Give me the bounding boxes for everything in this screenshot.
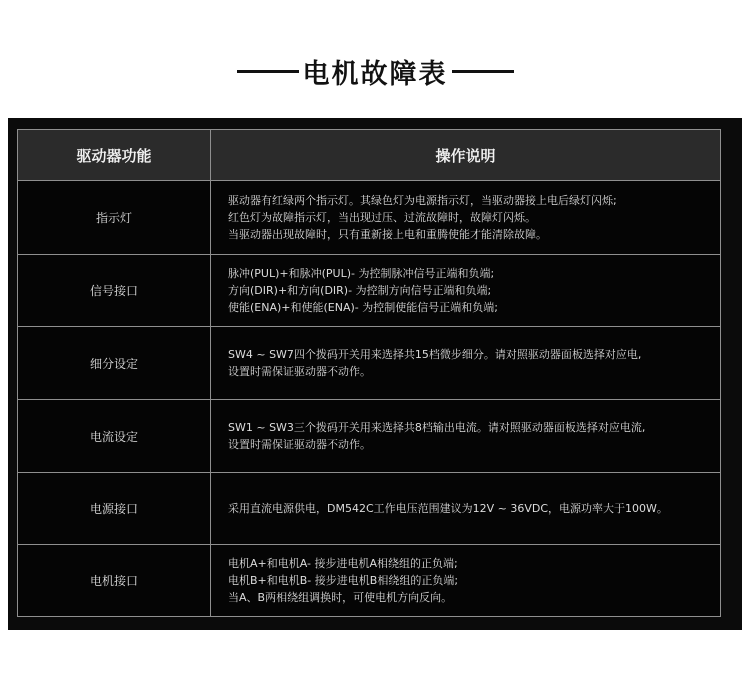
description-cell <box>211 400 721 473</box>
description-line: SW1 ~ SW3三个拨码开关用来选择共8档输出电流。请对照驱动器面板选择对应电流, <box>228 421 646 434</box>
table-row <box>18 545 721 617</box>
table-body <box>18 181 721 617</box>
title-left-rule <box>237 70 299 73</box>
function-cell: 指示灯 <box>18 181 211 255</box>
description-line: 设置时需保证驱动器不动作。 <box>228 365 371 378</box>
description-line: 使能(ENA)+和使能(ENA)- 为控制使能信号正端和负端; <box>228 301 498 314</box>
description-line: 电机A+和电机A- 接步进电机A相绕组的正负端; <box>228 557 458 570</box>
table-row <box>18 255 721 327</box>
function-cell: 电流设定 <box>18 400 211 473</box>
description-line: 当驱动器出现故障时，只有重新接上电和重腾使能才能清除故障。 <box>228 228 547 241</box>
table-row <box>18 327 721 400</box>
table-row <box>18 473 721 545</box>
description-line: 方向(DIR)+和方向(DIR)- 为控制方向信号正端和负端; <box>228 284 492 297</box>
page-title: 电机故障表 <box>302 58 448 90</box>
description-cell <box>211 255 721 327</box>
description-line: 脉冲(PUL)+和脉冲(PUL)- 为控制脉冲信号正端和负端; <box>228 267 495 280</box>
table-row <box>18 181 721 255</box>
description-cell <box>211 473 721 545</box>
description-line: 当A、B两相绕组调换时，可使电机方向反向。 <box>228 591 453 604</box>
description-line: 采用直流电源供电，DM542C工作电压范围建议为12V ~ 36VDC，电源功率大于100W。 <box>228 502 668 515</box>
page-header <box>0 46 750 96</box>
description-line: 红色灯为故障指示灯，当出现过压、过流故障时，故障灯闪烁。 <box>228 211 536 224</box>
function-cell: 信号接口 <box>18 255 211 327</box>
header-description: 操作说明 <box>211 130 721 181</box>
description-line: 驱动器有红绿两个指示灯。其绿色灯为电源指示灯，当驱动器接上电后绿灯闪烁; <box>228 194 617 207</box>
description-cell <box>211 181 721 255</box>
description-line: 设置时需保证驱动器不动作。 <box>228 438 371 451</box>
header-function: 驱动器功能 <box>18 130 211 181</box>
title-right-rule <box>452 70 514 73</box>
function-cell: 电源接口 <box>18 473 211 545</box>
function-cell: 电机接口 <box>18 545 211 617</box>
function-cell: 细分设定 <box>18 327 211 400</box>
description-cell <box>211 545 721 617</box>
table-row <box>18 400 721 473</box>
fault-table <box>17 129 721 617</box>
description-line: 电机B+和电机B- 接步进电机B相绕组的正负端; <box>228 574 459 587</box>
description-cell <box>211 327 721 400</box>
description-line: SW4 ~ SW7四个拨码开关用来选择共15档微步细分。请对照驱动器面板选择对应电, <box>228 348 642 361</box>
table-header-row <box>18 130 721 181</box>
table-header <box>18 130 721 181</box>
